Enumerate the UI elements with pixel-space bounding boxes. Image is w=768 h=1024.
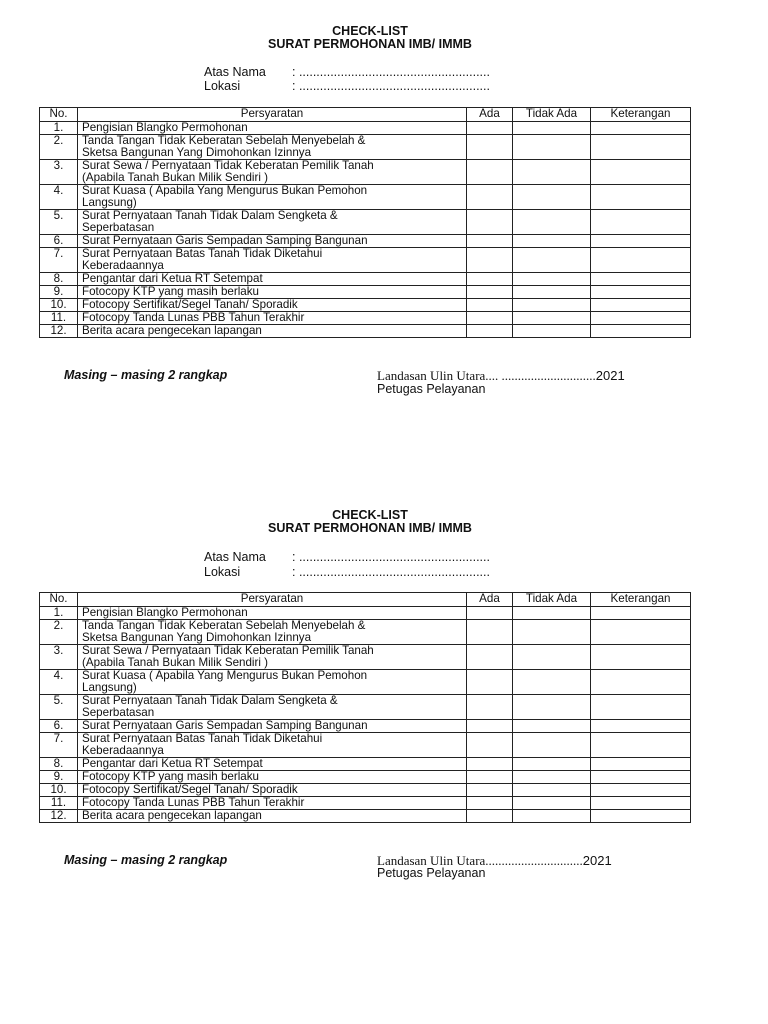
- table-row: [40, 670, 691, 695]
- table-row: [40, 797, 691, 810]
- tidak-ada-cell[interactable]: [513, 273, 591, 286]
- keterangan-cell[interactable]: [591, 312, 691, 325]
- requirement-cell: [78, 733, 467, 758]
- row-number: 1.: [40, 607, 78, 620]
- requirement-cell: [78, 771, 467, 784]
- requirements-table: [39, 592, 691, 823]
- keterangan-cell[interactable]: [591, 273, 691, 286]
- requirement-cell: [78, 645, 467, 670]
- place-text: Landasan Ulin Utara.... .............................: [377, 368, 596, 383]
- ada-cell[interactable]: [467, 695, 513, 720]
- copies-note: Masing – masing 2 rangkap: [64, 853, 228, 867]
- row-number: 5.: [40, 210, 78, 235]
- keterangan-cell[interactable]: [591, 185, 691, 210]
- requirement-text: Surat Kuasa ( Apabila Yang Mengurus Bukan Pemohon: [82, 669, 368, 682]
- requirement-text: Surat Pernyataan Batas Tanah Tidak Diketahui: [82, 732, 323, 745]
- tidak-ada-cell[interactable]: [513, 771, 591, 784]
- ada-cell[interactable]: [467, 720, 513, 733]
- requirement-text: Pengisian Blangko Permohonan: [82, 606, 248, 619]
- tidak-ada-cell[interactable]: [513, 286, 591, 299]
- tidak-ada-cell[interactable]: [513, 695, 591, 720]
- row-number: 12.: [40, 325, 78, 338]
- requirement-text: Fotocopy Tanda Lunas PBB Tahun Terakhir: [82, 311, 305, 324]
- column-header: Keterangan: [591, 108, 691, 122]
- row-number: 4.: [40, 670, 78, 695]
- field-label: Lokasi: [204, 565, 241, 579]
- column-header: No.: [40, 108, 78, 122]
- keterangan-cell[interactable]: [591, 771, 691, 784]
- requirement-text: Sketsa Bangunan Yang Dimohonkan Izinnya: [82, 146, 312, 159]
- row-number: 10.: [40, 299, 78, 312]
- keterangan-cell[interactable]: [591, 797, 691, 810]
- requirement-cell: [78, 185, 467, 210]
- row-number: 2.: [40, 620, 78, 645]
- requirement-text: Sketsa Bangunan Yang Dimohonkan Izinnya: [82, 631, 312, 644]
- column-header: Tidak Ada: [513, 108, 591, 122]
- table-row: [40, 286, 691, 299]
- tidak-ada-cell[interactable]: [513, 160, 591, 185]
- table-row: [40, 771, 691, 784]
- row-number: 7.: [40, 733, 78, 758]
- requirement-text: Surat Sewa / Pernyataan Tidak Keberatan Pemilik Tanah: [82, 159, 374, 172]
- keterangan-cell[interactable]: [591, 758, 691, 771]
- ada-cell[interactable]: [467, 670, 513, 695]
- keterangan-cell[interactable]: [591, 607, 691, 620]
- requirement-cell: [78, 299, 467, 312]
- column-header: No.: [40, 593, 78, 607]
- lokasi-field: [204, 79, 490, 94]
- field-value: : .......................................................: [292, 65, 490, 79]
- requirement-text: Surat Pernyataan Batas Tanah Tidak Diketahui: [82, 247, 323, 260]
- ada-cell[interactable]: [467, 185, 513, 210]
- keterangan-cell[interactable]: [591, 210, 691, 235]
- table-header-row: [40, 108, 691, 122]
- requirement-text: Pengantar dari Ketua RT Setempat: [82, 757, 263, 770]
- requirement-text: Keberadaannya: [82, 259, 164, 272]
- table-row: [40, 695, 691, 720]
- tidak-ada-cell[interactable]: [513, 299, 591, 312]
- ada-cell[interactable]: [467, 325, 513, 338]
- requirement-text: Pengantar dari Ketua RT Setempat: [82, 272, 263, 285]
- table-row: [40, 185, 691, 210]
- keterangan-cell[interactable]: [591, 810, 691, 823]
- row-number: 11.: [40, 312, 78, 325]
- requirement-text: Fotocopy Sertifikat/Segel Tanah/ Sporadik: [82, 783, 298, 796]
- ada-cell[interactable]: [467, 645, 513, 670]
- table-row: [40, 312, 691, 325]
- requirement-text: Surat Pernyataan Garis Sempadan Samping Bangunan: [82, 234, 368, 247]
- requirement-text: Keberadaannya: [82, 744, 164, 757]
- tidak-ada-cell[interactable]: [513, 670, 591, 695]
- ada-cell[interactable]: [467, 620, 513, 645]
- requirement-text: Fotocopy Sertifikat/Segel Tanah/ Sporadik: [82, 298, 298, 311]
- requirement-text: Surat Pernyataan Garis Sempadan Samping Bangunan: [82, 719, 368, 732]
- tidak-ada-cell[interactable]: [513, 235, 591, 248]
- row-number: 3.: [40, 160, 78, 185]
- requirements-table: [39, 107, 691, 338]
- tidak-ada-cell[interactable]: [513, 758, 591, 771]
- table-row: [40, 235, 691, 248]
- requirement-text: Surat Pernyataan Tanah Tidak Dalam Sengketa &: [82, 209, 338, 222]
- requirement-text: Seperbatasan: [82, 706, 155, 719]
- keterangan-cell[interactable]: [591, 670, 691, 695]
- requirement-text: Berita acara pengecekan lapangan: [82, 809, 262, 822]
- requirement-cell: [78, 235, 467, 248]
- requirement-cell: [78, 273, 467, 286]
- column-header: Ada: [467, 108, 513, 122]
- tidak-ada-cell[interactable]: [513, 248, 591, 273]
- row-number: 5.: [40, 695, 78, 720]
- ada-cell[interactable]: [467, 273, 513, 286]
- tidak-ada-cell[interactable]: [513, 607, 591, 620]
- requirement-cell: [78, 286, 467, 299]
- row-number: 7.: [40, 248, 78, 273]
- requirement-cell: [78, 670, 467, 695]
- tidak-ada-cell[interactable]: [513, 135, 591, 160]
- requirement-cell: [78, 210, 467, 235]
- officer-label: Petugas Pelayanan: [377, 866, 486, 880]
- table-row: [40, 325, 691, 338]
- ada-cell[interactable]: [467, 784, 513, 797]
- ada-cell[interactable]: [467, 235, 513, 248]
- requirement-cell: [78, 784, 467, 797]
- requirement-cell: [78, 720, 467, 733]
- keterangan-cell[interactable]: [591, 235, 691, 248]
- requirement-text: Berita acara pengecekan lapangan: [82, 324, 262, 337]
- ada-cell[interactable]: [467, 135, 513, 160]
- row-number: 1.: [40, 122, 78, 135]
- ada-cell[interactable]: [467, 771, 513, 784]
- row-number: 10.: [40, 784, 78, 797]
- ada-cell[interactable]: [467, 607, 513, 620]
- row-number: 9.: [40, 286, 78, 299]
- keterangan-cell[interactable]: [591, 784, 691, 797]
- ada-cell[interactable]: [467, 248, 513, 273]
- requirement-cell: [78, 312, 467, 325]
- ada-cell[interactable]: [467, 210, 513, 235]
- field-value: : .......................................................: [292, 79, 490, 93]
- row-number: 6.: [40, 720, 78, 733]
- requirement-text: Surat Pernyataan Tanah Tidak Dalam Sengketa &: [82, 694, 338, 707]
- table-row: [40, 122, 691, 135]
- keterangan-cell[interactable]: [591, 135, 691, 160]
- table-row: [40, 810, 691, 823]
- row-number: 8.: [40, 758, 78, 771]
- tidak-ada-cell[interactable]: [513, 810, 591, 823]
- keterangan-cell[interactable]: [591, 720, 691, 733]
- atas-nama-field: [204, 65, 490, 80]
- tidak-ada-cell[interactable]: [513, 210, 591, 235]
- requirement-cell: [78, 607, 467, 620]
- requirement-cell: [78, 695, 467, 720]
- row-number: 11.: [40, 797, 78, 810]
- column-header: Keterangan: [591, 593, 691, 607]
- keterangan-cell[interactable]: [591, 695, 691, 720]
- requirement-cell: [78, 248, 467, 273]
- copies-note: Masing – masing 2 rangkap: [64, 368, 228, 382]
- tidak-ada-cell[interactable]: [513, 312, 591, 325]
- column-header: Ada: [467, 593, 513, 607]
- table-row: [40, 248, 691, 273]
- field-value: : .......................................................: [292, 565, 490, 579]
- table-row: [40, 210, 691, 235]
- column-header: Persyaratan: [78, 593, 467, 607]
- keterangan-cell[interactable]: [591, 286, 691, 299]
- tidak-ada-cell[interactable]: [513, 122, 591, 135]
- requirement-cell: [78, 325, 467, 338]
- row-number: 3.: [40, 645, 78, 670]
- atas-nama-field: [204, 550, 490, 565]
- requirement-cell: [78, 160, 467, 185]
- ada-cell[interactable]: [467, 758, 513, 771]
- tidak-ada-cell[interactable]: [513, 325, 591, 338]
- requirement-text: Surat Sewa / Pernyataan Tidak Keberatan Pemilik Tanah: [82, 644, 374, 657]
- officer-label: Petugas Pelayanan: [377, 382, 486, 396]
- requirement-text: Fotocopy Tanda Lunas PBB Tahun Terakhir: [82, 796, 305, 809]
- requirement-text: Seperbatasan: [82, 221, 155, 234]
- requirement-cell: [78, 758, 467, 771]
- tidak-ada-cell[interactable]: [513, 784, 591, 797]
- tidak-ada-cell[interactable]: [513, 797, 591, 810]
- table-row: [40, 758, 691, 771]
- requirement-text: Langsung): [82, 681, 137, 694]
- lokasi-field: [204, 565, 490, 580]
- form-subtitle: SURAT PERMOHONAN IMB/ IMMB: [268, 521, 472, 535]
- field-label: Atas Nama: [204, 550, 266, 564]
- ada-cell[interactable]: [467, 810, 513, 823]
- requirement-text: Tanda Tangan Tidak Keberatan Sebelah Menyebelah &: [82, 619, 366, 632]
- row-number: 8.: [40, 273, 78, 286]
- requirement-text: (Apabila Tanah Bukan Milik Sendiri ): [82, 171, 269, 184]
- ada-cell[interactable]: [467, 286, 513, 299]
- row-number: 4.: [40, 185, 78, 210]
- keterangan-cell[interactable]: [591, 299, 691, 312]
- tidak-ada-cell[interactable]: [513, 645, 591, 670]
- row-number: 2.: [40, 135, 78, 160]
- table-row: [40, 645, 691, 670]
- tidak-ada-cell[interactable]: [513, 620, 591, 645]
- keterangan-cell[interactable]: [591, 248, 691, 273]
- field-label: Lokasi: [204, 79, 241, 93]
- tidak-ada-cell[interactable]: [513, 733, 591, 758]
- table-row: [40, 607, 691, 620]
- requirement-text: Surat Kuasa ( Apabila Yang Mengurus Bukan Pemohon: [82, 184, 368, 197]
- ada-cell[interactable]: [467, 312, 513, 325]
- requirement-cell: [78, 797, 467, 810]
- table-row: [40, 160, 691, 185]
- row-number: 6.: [40, 235, 78, 248]
- table-row: [40, 299, 691, 312]
- place-text: Landasan Ulin Utara..............................: [377, 853, 583, 868]
- requirement-cell: [78, 810, 467, 823]
- form-title: CHECK-LIST: [332, 508, 408, 522]
- keterangan-cell[interactable]: [591, 325, 691, 338]
- tidak-ada-cell[interactable]: [513, 720, 591, 733]
- form-subtitle: SURAT PERMOHONAN IMB/ IMMB: [268, 37, 472, 51]
- requirement-text: (Apabila Tanah Bukan Milik Sendiri ): [82, 656, 269, 669]
- keterangan-cell[interactable]: [591, 122, 691, 135]
- keterangan-cell[interactable]: [591, 160, 691, 185]
- year-text: 2021: [582, 853, 612, 868]
- column-header: Persyaratan: [78, 108, 467, 122]
- requirement-text: Fotocopy KTP yang masih berlaku: [82, 770, 260, 783]
- field-value: : .......................................................: [292, 550, 490, 564]
- table-row: [40, 784, 691, 797]
- table-row: [40, 135, 691, 160]
- ada-cell[interactable]: [467, 733, 513, 758]
- ada-cell[interactable]: [467, 299, 513, 312]
- table-row: [40, 733, 691, 758]
- keterangan-cell[interactable]: [591, 620, 691, 645]
- form-title: CHECK-LIST: [332, 24, 408, 38]
- tidak-ada-cell[interactable]: [513, 185, 591, 210]
- requirement-cell: [78, 135, 467, 160]
- row-number: 9.: [40, 771, 78, 784]
- ada-cell[interactable]: [467, 160, 513, 185]
- row-number: 12.: [40, 810, 78, 823]
- table-row: [40, 720, 691, 733]
- requirement-cell: [78, 122, 467, 135]
- ada-cell[interactable]: [467, 122, 513, 135]
- field-label: Atas Nama: [204, 65, 266, 79]
- table-row: [40, 273, 691, 286]
- table-header-row: [40, 593, 691, 607]
- requirement-text: Fotocopy KTP yang masih berlaku: [82, 285, 260, 298]
- table-row: [40, 620, 691, 645]
- requirement-cell: [78, 620, 467, 645]
- year-text: 2021: [595, 368, 625, 383]
- requirement-text: Pengisian Blangko Permohonan: [82, 121, 248, 134]
- column-header: Tidak Ada: [513, 593, 591, 607]
- keterangan-cell[interactable]: [591, 645, 691, 670]
- keterangan-cell[interactable]: [591, 733, 691, 758]
- ada-cell[interactable]: [467, 797, 513, 810]
- requirement-text: Tanda Tangan Tidak Keberatan Sebelah Menyebelah &: [82, 134, 366, 147]
- requirement-text: Langsung): [82, 196, 137, 209]
